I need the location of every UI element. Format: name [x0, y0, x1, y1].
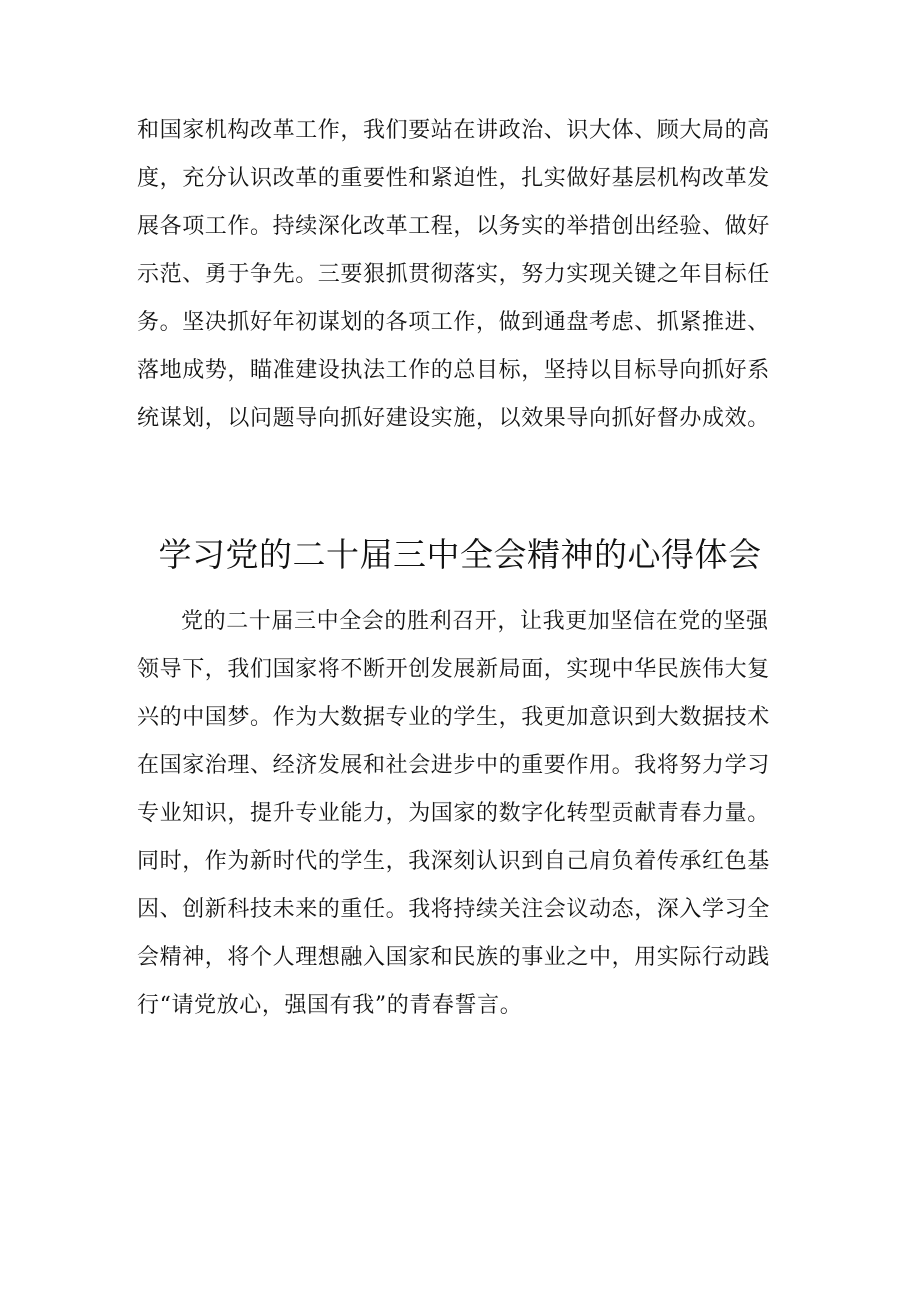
paragraph-line: 落地成势，瞄准建设执法工作的总目标，坚持以目标导向抓好系: [137, 358, 770, 383]
paragraph-line: 在国家治理、经济发展和社会进步中的重要作用。我将努力学习: [137, 753, 770, 778]
paragraph-line: 党的二十届三中全会的胜利召开，让我更加坚信在党的坚强: [181, 609, 769, 634]
paragraph-line: 同时，作为新时代的学生，我深刻认识到自己肩负着传承红色基: [137, 849, 770, 874]
paragraph-line: 统谋划，以问题导向抓好建设实施，以效果导向抓好督办成效。: [137, 406, 770, 431]
paragraph-line: 示范、勇于争先。三要狠抓贯彻落实，努力实现关键之年目标任: [137, 262, 770, 287]
paragraph-line: 展各项工作。持续深化改革工程，以务实的举措创出经验、做好: [137, 214, 770, 239]
paragraph-line: 行“请党放心，强国有我”的青春誓言。: [137, 993, 523, 1018]
paragraph-line: 会精神，将个人理想融入国家和民族的事业之中，用实际行动践: [137, 945, 770, 970]
paragraph-line: 务。坚决抓好年初谋划的各项工作，做到通盘考虑、抓紧推进、: [137, 310, 770, 335]
paragraph-line: 度，充分认识改革的重要性和紧迫性，扎实做好基层机构改革发: [137, 166, 770, 191]
paragraph-line: 领导下，我们国家将不断开创发展新局面，实现中华民族伟大复: [137, 657, 770, 682]
paragraph-line: 和国家机构改革工作，我们要站在讲政治、识大体、顾大局的高: [137, 118, 770, 143]
paragraph-line: 专业知识，提升专业能力，为国家的数字化转型贡献青春力量。: [137, 801, 770, 826]
paragraph-line: 兴的中国梦。作为大数据专业的学生，我更加意识到大数据技术: [137, 705, 770, 730]
article-title: 学习党的二十届三中全会精神的心得体会: [158, 535, 762, 575]
paragraph-line: 因、创新科技未来的重任。我将持续关注会议动态，深入学习全: [137, 897, 770, 922]
